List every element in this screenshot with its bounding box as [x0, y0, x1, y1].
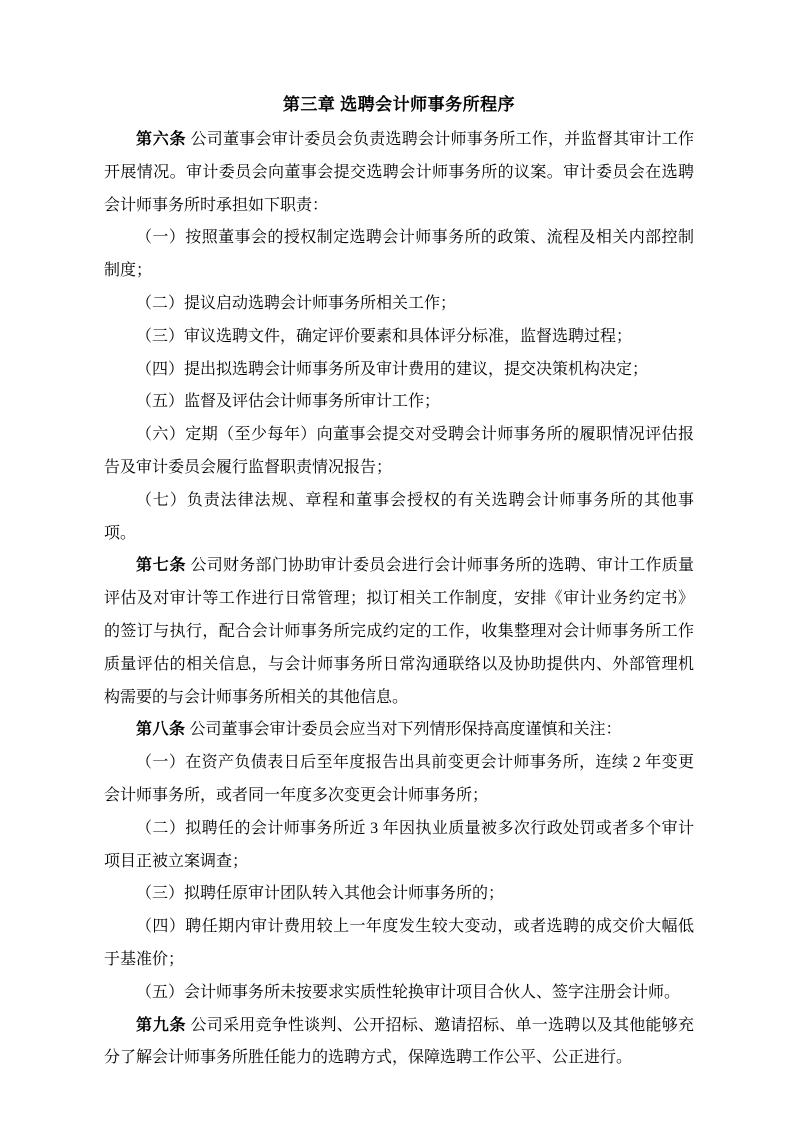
list-item-text: （四）聘任期内审计费用较上一年度发生较大变动，或者选聘的成交价大幅低于基准价； [104, 918, 694, 968]
article-8-text: 公司董事会审计委员会应当对下列情形保持高度谨慎和关注： [185, 721, 622, 739]
article-9-paragraph [104, 1010, 694, 1076]
chapter-title: 第三章 选聘会计师事务所程序 [282, 95, 516, 114]
article-7-label: 第七条 [136, 557, 187, 575]
list-item-text: （三）拟聘任原审计团队转入其他会计师事务所的； [136, 885, 505, 903]
list-item-text: （五）会计师事务所未按要求实质性轮换审计项目合伙人、签字注册会计师。 [136, 983, 681, 1001]
article-6-item-4 [104, 354, 694, 387]
article-8-item-3 [104, 878, 694, 911]
article-9-text: 公司采用竞争性谈判、公开招标、邀请招标、单一选聘以及其他能够充分了解会计师事务所胜任能力的选聘方式，保障选聘工作公平、公正进行。 [104, 1016, 694, 1067]
article-8-label: 第八条 [136, 721, 186, 739]
article-9-label: 第九条 [136, 1016, 187, 1034]
article-6-item-7 [104, 485, 694, 551]
list-item-text: （六）定期（至少每年）向董事会提交对受聘会计师事务所的履职情况评估报告及审计委员会履行监督职责情况报告； [104, 426, 694, 476]
article-6-item-2 [104, 288, 694, 321]
article-6-item-1 [104, 222, 694, 288]
article-8-item-5 [104, 977, 694, 1010]
article-6-item-5 [104, 386, 694, 419]
article-7-text: 公司财务部门协助审计委员会进行会计师事务所的选聘、审计工作质量评估及对审计等工作进行日常管理；拟订相关工作制度，安排《审计业务约定书》的签订与执行，配合会计师事务所完成约定的工作，收集整理对会计师事务所工作质量评估的相关信息，与会计师事务所日常沟通联络以及协助提供内、外部管理机构需要的与会计师事务所相关的其他信息。 [104, 557, 694, 706]
article-6-label: 第六条 [136, 131, 187, 148]
article-6-paragraph [104, 124, 694, 222]
article-6-text: 公司董事会审计委员会负责选聘会计师事务所工作，并监督其审计工作开展情况。审计委员会向董事会提交选聘会计师事务所的议案。审计委员会在选聘会计师事务所时承担如下职责： [104, 131, 694, 214]
article-7-paragraph [104, 550, 694, 714]
list-item-text: （七）负责法律法规、章程和董事会授权的有关选聘会计师事务所的其他事项。 [104, 491, 694, 542]
list-item-text: （二）提议启动选聘会计师事务所相关工作； [136, 294, 457, 312]
list-item-text: （二）拟聘任的会计师事务所近 3 年因执业质量被多次行政处罚或者多个审计项目正被立案调查； [104, 819, 694, 870]
article-8-item-4 [104, 911, 694, 977]
list-item-text: （一）按照董事会的授权制定选聘会计师事务所的政策、流程及相关内部控制制度； [104, 229, 694, 280]
article-6-item-3 [104, 321, 694, 354]
list-item-text: （五）监督及评估会计师事务所审计工作； [136, 393, 441, 411]
article-8-paragraph [104, 714, 694, 747]
list-item-text: （四）提出拟选聘会计师事务所及审计费用的建议，提交决策机构决定； [136, 360, 649, 378]
article-8-item-2 [104, 813, 694, 879]
article-8-item-1 [104, 747, 694, 813]
list-item-text: （三）审议选聘文件，确定评价要素和具体评分标准，监督选聘过程； [136, 327, 633, 345]
article-6-item-6 [104, 419, 694, 485]
list-item-text: （一）在资产负债表日后至年度报告出具前变更会计师事务所，连续 2 年变更会计师事务所，或者同一年度多次变更会计师事务所； [104, 754, 694, 804]
